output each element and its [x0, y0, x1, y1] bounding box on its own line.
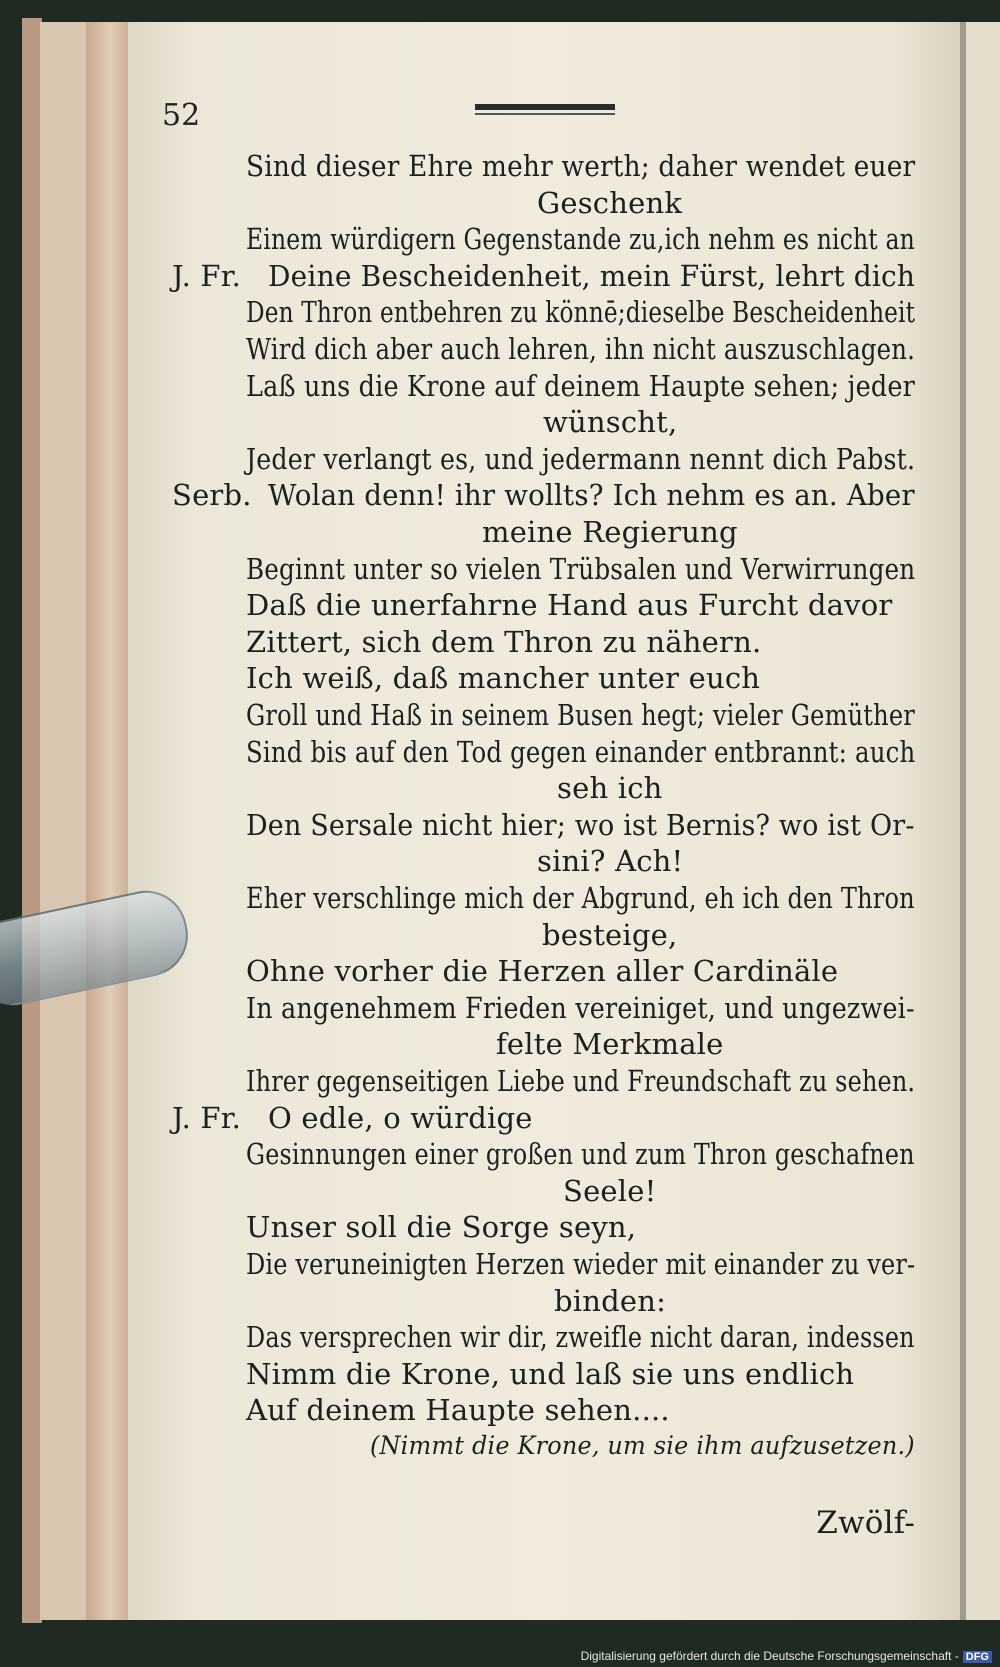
page-stack-shadow	[86, 22, 130, 1620]
verse-line: Deine Bescheidenheit, mein Fürst, lehrt dich	[268, 259, 916, 293]
verse-line: Wird dich aber auch lehren, ihn nicht auszuschlagen.	[246, 332, 916, 366]
verse-continuation: wünscht,	[543, 405, 678, 439]
verse-line: Gesinnungen einer großen und zum Thron geschafnen	[246, 1137, 915, 1171]
verse-continuation: meine Regierung	[482, 515, 738, 549]
verse-continuation: Geschenk	[537, 186, 683, 220]
header-rule-thin	[475, 113, 615, 115]
catchword: Zwölf-	[816, 1505, 915, 1541]
header-rule	[475, 104, 615, 110]
stage-direction: (Nimmt die Krone, um sie ihm aufzusetzen.)	[370, 1431, 915, 1460]
verse-line: Laß uns die Krone auf deinem Haupte sehen; jeder	[246, 369, 916, 403]
verse-line: Zittert, sich dem Thron zu nähern.	[246, 625, 762, 659]
verse-line: O edle, o würdige	[268, 1101, 533, 1135]
footer-credit	[581, 1649, 992, 1663]
verse-line: Ich weiß, daß mancher unter euch	[246, 661, 761, 695]
verse-line: Eher verschlinge mich der Abgrund, eh ich den Thron	[246, 881, 915, 915]
speaker-name: J. Fr.	[172, 259, 242, 293]
page-number: 52	[162, 98, 201, 133]
facing-page-edge	[966, 22, 1000, 1620]
verse-line: Groll und Haß in seinem Busen hegt; vieler Gemüther	[246, 698, 915, 732]
speaker-name: J. Fr.	[172, 1101, 242, 1135]
verse-line: In angenehmem Frieden vereiniget, und ungezwei-	[246, 991, 915, 1025]
verse-line: Beginnt unter so vielen Trübsalen und Verwirrungen	[246, 552, 916, 586]
verse-line: Sind bis auf den Tod gegen einander entbrannt: auch	[246, 735, 916, 769]
verse-continuation: sini? Ach!	[537, 844, 684, 878]
verse-line: Daß die unerfahrne Hand aus Furcht davor	[246, 588, 893, 622]
verse-continuation: besteige,	[542, 918, 678, 952]
verse-line: Jeder verlangt es, und jedermann nennt dich Pabst.	[246, 442, 916, 476]
footer-credit-text: Digitalisierung gefördert durch die Deutsche Forschungsgemeinschaft -	[580, 1649, 959, 1663]
page-stack-edge	[40, 22, 88, 1620]
verse-continuation: seh ich	[557, 771, 663, 805]
verse-line: Sind dieser Ehre mehr werth; daher wendet euer	[246, 149, 916, 183]
verse-line: Ihrer gegenseitigen Liebe und Freundschaft zu sehen.	[246, 1064, 916, 1098]
verse-line: Auf deinem Haupte sehen....	[246, 1393, 670, 1427]
verse-line: Den Sersale nicht hier; wo ist Bernis? wo ist Or-	[246, 808, 915, 842]
dfg-logo: DFG	[963, 1651, 992, 1663]
verse-line: Einem würdigern Gegenstande zu,ich nehm es nicht an	[246, 222, 915, 256]
verse-line: Das versprechen wir dir, zweifle nicht daran, indessen	[246, 1320, 915, 1354]
book-cover-edge	[22, 18, 42, 1623]
speaker-name: Serb.	[172, 478, 252, 512]
verse-line: Den Thron entbehren zu könnē;dieselbe Bescheidenheit	[246, 295, 916, 329]
verse-continuation: Seele!	[563, 1174, 657, 1208]
verse-line: Die veruneinigten Herzen wieder mit einander zu ver-	[246, 1247, 916, 1281]
verse-continuation: binden:	[554, 1284, 667, 1318]
verse-line: Nimm die Krone, und laß sie uns endlich	[246, 1357, 855, 1391]
verse-line: Unser soll die Sorge seyn,	[246, 1210, 637, 1244]
verse-continuation: felte Merkmale	[496, 1027, 724, 1061]
verse-line: Ohne vorher die Herzen aller Cardinäle	[246, 954, 839, 988]
verse-line: Wolan denn! ihr wollts? Ich nehm es an. Aber	[268, 478, 915, 512]
